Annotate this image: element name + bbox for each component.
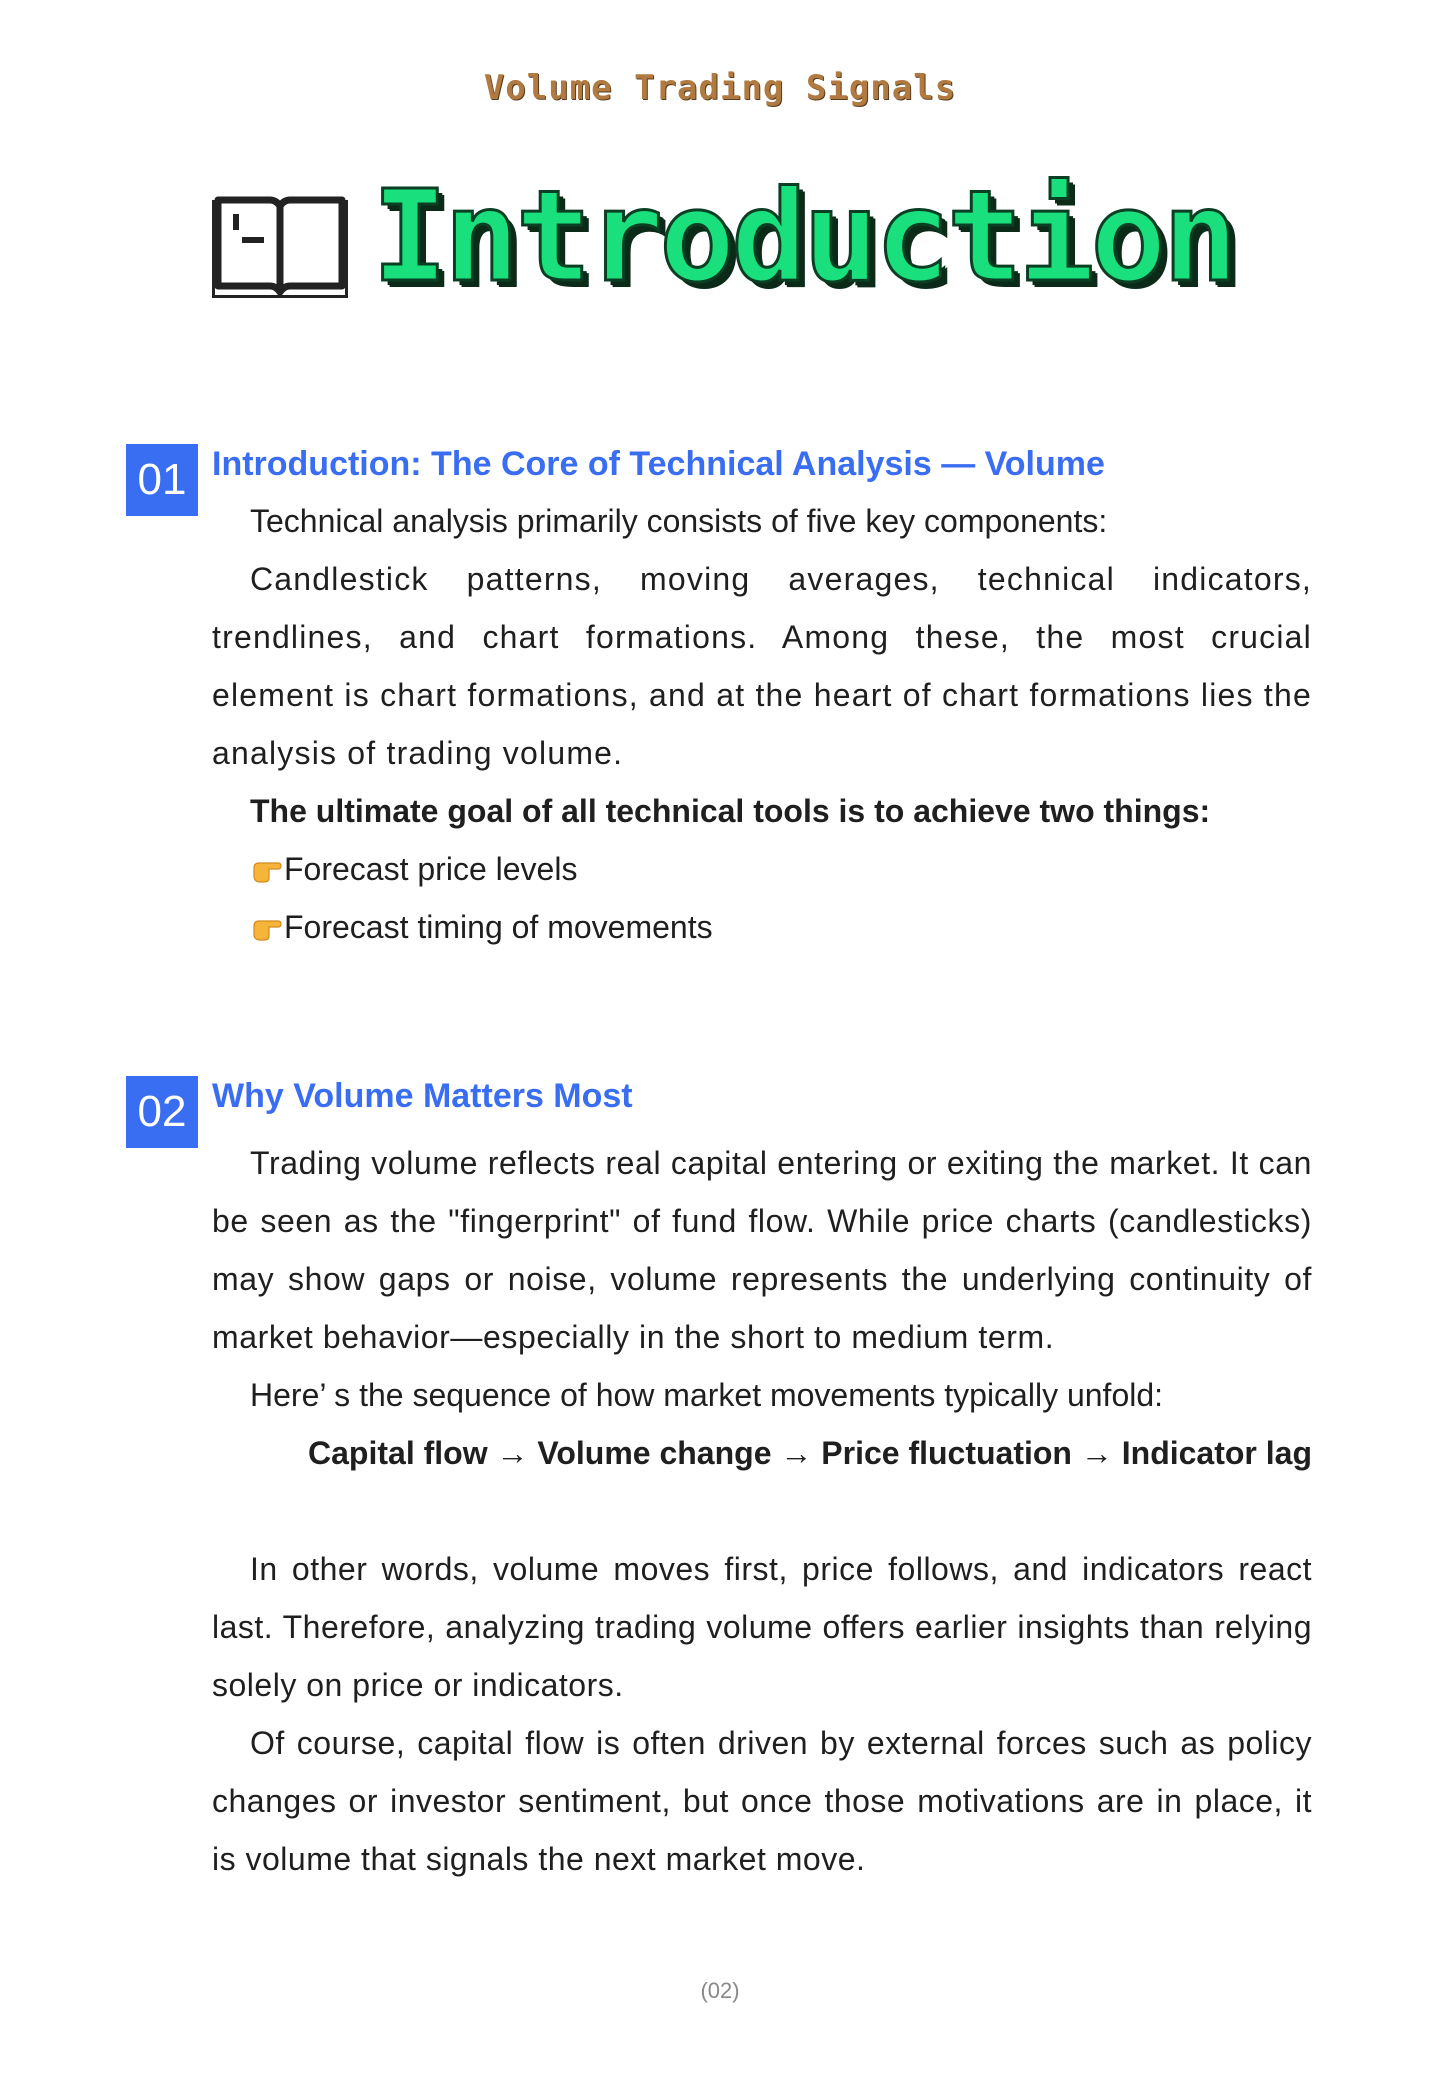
list-item-text: Forecast timing of movements <box>284 909 713 945</box>
paragraph: In other words, volume moves first, price follows, and indicators react last. Therefore, analyzing trading volume offers earlier insights than relying solely on price or indicators. <box>212 1551 1312 1703</box>
section-body <box>212 1134 1312 1888</box>
section-02 <box>126 1076 1316 1956</box>
pointing-hand-icon <box>252 854 282 884</box>
page-number: (02) <box>700 1978 740 2003</box>
document-header-title: Volume Trading Signals <box>483 68 957 108</box>
book-icon <box>212 190 348 298</box>
flow-sequence: Capital flow → Volume change → Price fluctuation → Indicator lag <box>308 1435 1312 1471</box>
hero-heading <box>212 163 1235 310</box>
paragraph: Of course, capital flow is often driven by external forces such as policy changes or investor sentiment, but once those motivations are in place, it is volume that signals the next market move. <box>212 1725 1312 1877</box>
section-body <box>212 492 1312 956</box>
section-number-badge: 01 <box>126 444 198 516</box>
paragraph-emphasis: The ultimate goal of all technical tools is to achieve two things: <box>250 793 1211 829</box>
section-title: Introduction: The Core of Technical Analysis — Volume <box>212 445 1105 483</box>
section-title: Why Volume Matters Most <box>212 1077 633 1115</box>
section-number-badge: 02 <box>126 1076 198 1148</box>
paragraph: Trading volume reflects real capital entering or exiting the market. It can be seen as the "fingerprint" of fund flow. While price charts (candlesticks) may show gaps or noise, volume represents the underlying continuity of market behavior—especially in the short to medium term. <box>212 1145 1312 1355</box>
pointing-hand-icon <box>252 912 282 942</box>
list-item-text: Forecast price levels <box>284 851 578 887</box>
paragraph: Technical analysis primarily consists of five key components: <box>250 503 1108 539</box>
paragraph: Here’ s the sequence of how market movements typically unfold: <box>250 1377 1164 1413</box>
page-title: Introduction <box>372 163 1235 310</box>
list-item <box>212 898 1312 956</box>
list-item <box>212 840 1312 898</box>
paragraph: Candlestick patterns, moving averages, technical indicators, trendlines, and chart formations. Among these, the most crucial element is chart formations, and at the heart of chart formations lies the analysis of trading volume. <box>212 561 1312 771</box>
section-01 <box>126 444 1316 964</box>
